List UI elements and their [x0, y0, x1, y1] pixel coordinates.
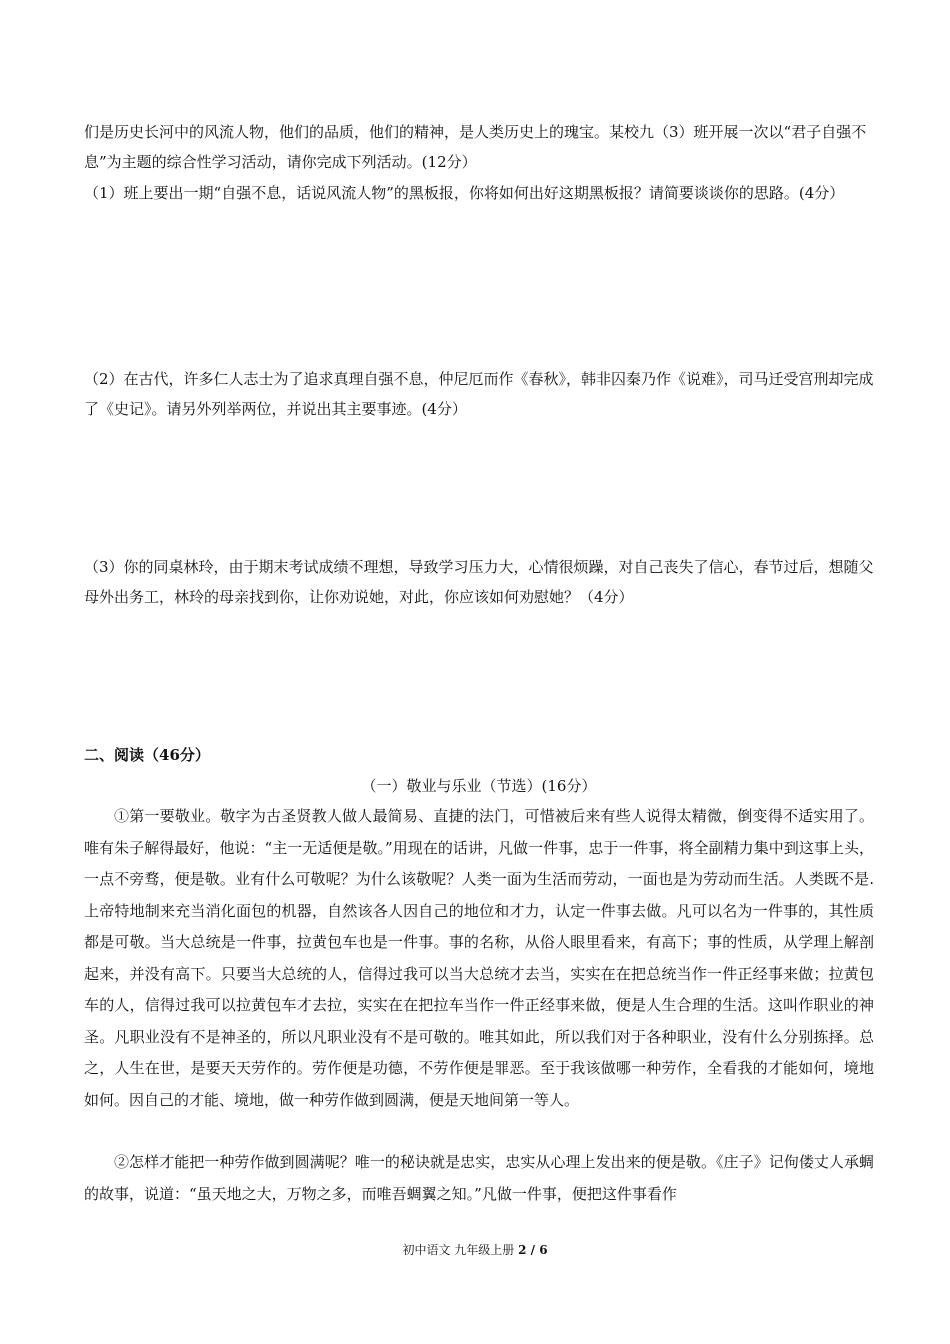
question-2: （2）在古代，许多仁人志士为了追求真理自强不息，仲尼厄而作《春秋》，韩非囚秦乃作《说难》，司马迁受宫刑却完成了《史记》。请另外列举两位，并说出其主要事迹。(4分） — [84, 370, 874, 418]
page-footer — [0, 1240, 950, 1260]
paragraph-1: ①第一要敬业。敬字为古圣贤教人做人最简易、直捷的法门，可惜被后来有些人说得太精微，倒变得不适实用了。唯有朱子解得最好，他说：“主一无适便是敬。”用现在的话讲，凡做一件事，忠于一件事，将全副精力集中到这事上头，一点不旁骛，便是敬。业有什么可敬呢？为什么该敬呢？人类一面为生活而劳动，一面也是为劳动而生活。人类既不是.上帝特地制来充当消化面包的机器，自然该各人因自己的地位和才力，认定一件事去做。凡可以名为一件事的，其性质都是可敬。当大总统是一件事，拉黄包车也是一件事。事的名称，从俗人眼里看来，有高下；事的性质，从学理上解剖起来，并没有高下。只要当大总统的人，信得过我可以当大总统才去当，实实在在把总统当作一件正经事来做；拉黄包车的人，信得过我可以拉黄包车才去拉，实实在在把拉车当作一件正经事来做，便是人生合理的生活。这叫作职业的神圣。凡职业没有不是神圣的，所以凡职业没有不是可敬的。唯其如此，所以我们对于各种职业，没有什么分别拣择。总之，人生在世，是要天天劳作的。劳作便是功德，不劳作便是罪恶。至于我该做哪一种劳作，全看我的才能如何，境地如何。因自己的才能、境地，做一种劳作做到圆满，便是天地间第一等人。 — [84, 807, 874, 1109]
article-title: （一）敬业与乐业（节选）(16分） — [361, 777, 597, 795]
page-number: 2 / 6 — [518, 1243, 548, 1257]
question-3: （3）你的同桌林玲，由于期末考试成绩不理想，导致学习压力大，心情很烦躁，对自己丧失了信心，春节过后，想随父母外出务工，林玲的母亲找到你，让你劝说她，对此，你应该如何劝慰她？（4分） — [84, 558, 874, 606]
activity-intro: 们是历史长河中的风流人物，他们的品质，他们的精神，是人类历史上的瑰宝。某校九（3）班开展一次以“君子自强不息”为主题的综合性学习活动，请你完成下列活动。(12分） — [84, 123, 867, 171]
section-heading: 二、阅读（46分） — [84, 746, 210, 764]
question-1: （1）班上要出一期“自强不息，话说风流人物”的黑板报，你将如何出好这期黑板报？请简要谈谈你的思路。(4分） — [84, 184, 845, 202]
footer-label: 初中语文 九年级上册 — [402, 1243, 515, 1257]
paragraph-2: ②怎样才能把一种劳作做到圆满呢？唯一的秘诀就是忠实，忠实从心理上发出来的便是敬。《庄子》记佝偻丈人承蜩的故事，说道：“虽天地之大，万物之多，而唯吾蜩翼之知。”凡做一件事，便把这件事看作 — [84, 1153, 874, 1203]
